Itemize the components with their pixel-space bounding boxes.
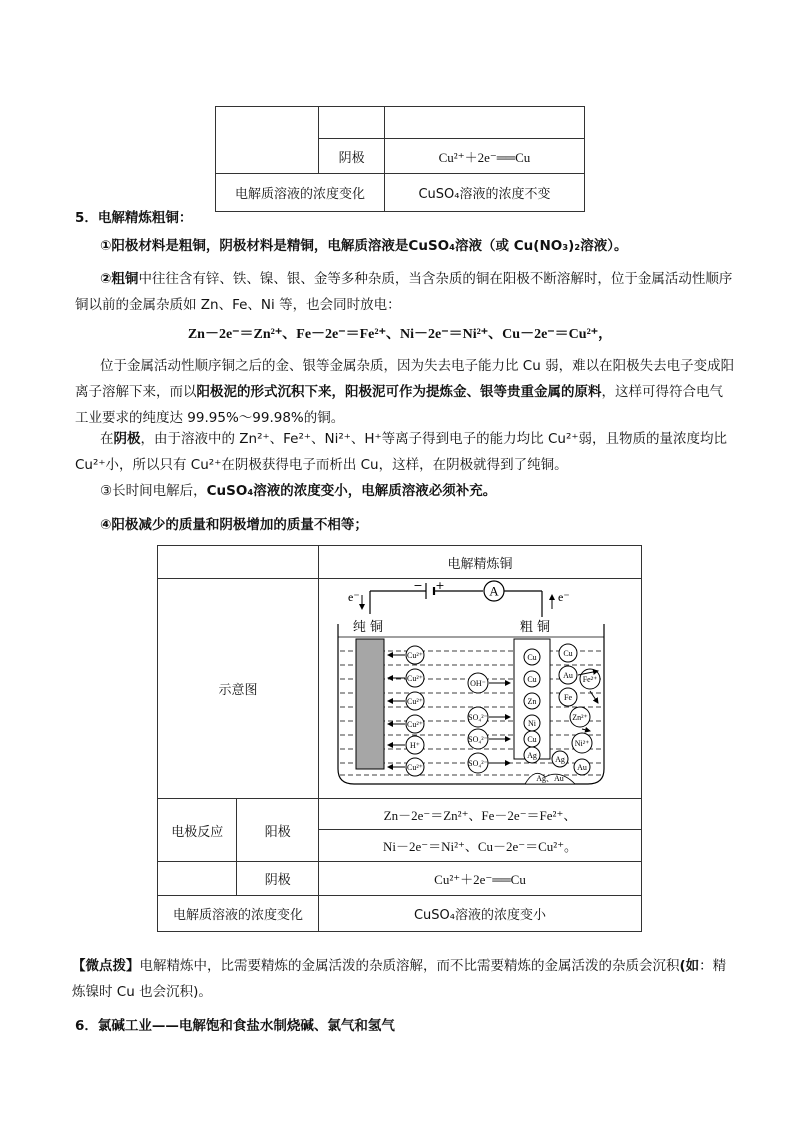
- para4-text-a: 在: [100, 431, 114, 447]
- ammeter-label: A: [489, 583, 499, 599]
- plus-sign: +: [435, 579, 445, 592]
- table-top-empty-cell: [319, 107, 385, 139]
- diagram-label: 示意图: [158, 579, 319, 799]
- anode-atom-3: Zn: [527, 697, 537, 706]
- table-top: [215, 106, 585, 212]
- anode-atom-1: Cu: [527, 653, 537, 662]
- section5-para5: [100, 478, 740, 504]
- anode-atom-6: Ag: [527, 751, 537, 760]
- table-refining: [157, 545, 642, 932]
- para5-text-a: ③长时间电解后，: [100, 483, 207, 499]
- pure-copper-label: 纯 铜: [352, 620, 384, 635]
- tip-example-text: ：精炼镍时 Cu 也会沉积)。: [72, 958, 727, 1000]
- anode-equation-1: Zn－2e⁻＝Zn²⁺、Fe－2e⁻＝Fe²⁺、: [319, 799, 642, 830]
- table-empty-cell: [158, 546, 319, 579]
- para2-bold: ②粗铜: [100, 271, 139, 287]
- ion-mid-2: SO₄²⁻: [468, 713, 488, 722]
- section6-heading: 6．氯碱工业——电解饱和食盐水制烧碱、氯气和氢气: [75, 1018, 395, 1034]
- section5-para6: ④阳极减少的质量和阴极增加的质量不相等；: [100, 517, 368, 533]
- tip-example-bold: (如: [679, 958, 700, 974]
- ion-left-2: Cu²⁺: [407, 674, 423, 683]
- tip-text: 电解精炼中，比需要精炼的金属活泼的杂质溶解，而不比需要精炼的金属活泼的杂质会沉积: [139, 958, 680, 974]
- ion-right-1: Cu: [563, 649, 573, 658]
- ion-left-5: H⁺: [410, 741, 420, 750]
- anode-equation-2: Ni－2e⁻＝Ni²⁺、Cu－2e⁻＝Cu²⁺。: [319, 830, 642, 862]
- section5-para2: [75, 266, 735, 318]
- anode-mud-label: Ag、Au: [536, 774, 564, 783]
- ion-right-8: Au: [577, 763, 587, 772]
- concentration-value: CuSO₄溶液的浓度不变: [384, 174, 584, 212]
- anode-equations: Zn－2e⁻＝Zn²⁺、Fe－2e⁻＝Fe²⁺、Ni－2e⁻＝Ni²⁺、Cu－2e⁻＝Cu²⁺，: [187, 327, 613, 342]
- concentration-label: 电解质溶液的浓度变化: [216, 174, 385, 212]
- ion-left-3: Cu²⁺: [407, 697, 423, 706]
- ion-right-4: Fe²⁺: [582, 675, 598, 684]
- cathode-pure-copper: [356, 639, 384, 769]
- concentration-label-2: 电解质溶液的浓度变化: [158, 896, 319, 932]
- ion-right-6: Ni²⁺: [574, 739, 590, 748]
- ion-mid-1: OH⁻: [470, 679, 486, 688]
- para4-bold: 阴极: [113, 431, 141, 447]
- anode-atom-2: Cu: [527, 675, 537, 684]
- anode-atom-5: Cu: [527, 735, 537, 744]
- para2-text: 中往往含有锌、铁、镍、银、金等多种杂质，当含杂质的铜在阳极不断溶解时，位于金属活动性顺序铜以前的金属杂质如 Zn、Fe、Ni 等，也会同时放电：: [75, 271, 733, 313]
- section5-heading: 5．电解精炼粗铜：: [75, 210, 193, 226]
- tip-note: [72, 953, 737, 1005]
- ion-right-3: Fe: [564, 693, 572, 702]
- ion-left-4: Cu²⁺: [407, 720, 423, 729]
- para5-bold: CuSO₄溶液的浓度变小，电解质溶液必须补充。: [206, 483, 497, 499]
- diagram-cell: [319, 579, 642, 799]
- anode-label: 阳极: [237, 799, 319, 862]
- section5-para4: [75, 426, 735, 478]
- ion-mid-3: SO₄²⁻: [468, 735, 488, 744]
- table-top-empty-cell: [384, 107, 584, 139]
- ion-mid-4: SO₄²⁻: [468, 759, 488, 768]
- para3-bold: 阳极泥的形式沉积下来，阳极泥可作为提炼金、银等贵重金属的原料: [196, 384, 602, 400]
- para3-text-a: 位于金属活动性顺序铜之后的金、银等金属杂质，因为失去电子能力比 Cu 弱，难以在阳极失去电子变成阳离子溶解下来，而以: [75, 358, 735, 400]
- table-header: 电解精炼铜: [319, 546, 642, 579]
- electrode-reaction-label: 电极反应: [158, 799, 237, 862]
- tip-tag: 【微点拨】: [72, 958, 140, 974]
- anode-atom-4: Ni: [528, 719, 536, 728]
- ion-left-6: Cu²⁺: [407, 763, 423, 772]
- ion-right-7: Ag: [555, 755, 565, 764]
- cathode-equation: Cu²⁺＋2e⁻══Cu: [384, 139, 584, 174]
- ion-right-2: Au: [563, 671, 573, 680]
- concentration-value-2: CuSO₄溶液的浓度变小: [319, 896, 642, 932]
- ion-left-1: Cu²⁺: [407, 651, 423, 660]
- minus-sign: −: [413, 579, 423, 592]
- para4-text-c: ，由于溶液中的 Zn²⁺、Fe²⁺、Ni²⁺、H⁺等离子得到电子的能力均比 Cu²⁺弱，且物质的量浓度均比 Cu²⁺小，所以只有 Cu²⁺在阴极获得电子而析出 Cu，这样，在阴极就得到了纯铜。: [75, 431, 727, 473]
- electron-label-right: e⁻: [558, 590, 570, 604]
- cathode-label: 阴极: [319, 139, 385, 174]
- table-empty-cell: [158, 862, 237, 896]
- para3-text-c: ，这样可得符合电气工业要求的纯度达 99.95%～99.98%的铜。: [75, 384, 723, 426]
- electron-label-left: e⁻: [348, 590, 360, 604]
- table-top-empty-cell: [216, 107, 319, 174]
- ion-right-5: Zn²⁺: [572, 713, 588, 722]
- crude-copper-label: 粗 铜: [519, 620, 551, 635]
- section5-para3: [75, 353, 735, 431]
- cathode-equation-2: Cu²⁺＋2e⁻══Cu: [319, 862, 642, 896]
- cathode-label-2: 阴极: [237, 862, 319, 896]
- electrolysis-diagram: [320, 579, 640, 794]
- section5-para1: ①阳极材料是粗铜，阴极材料是精铜，电解质溶液是CuSO₄溶液（或 Cu(NO₃)₂溶液）。: [100, 238, 628, 254]
